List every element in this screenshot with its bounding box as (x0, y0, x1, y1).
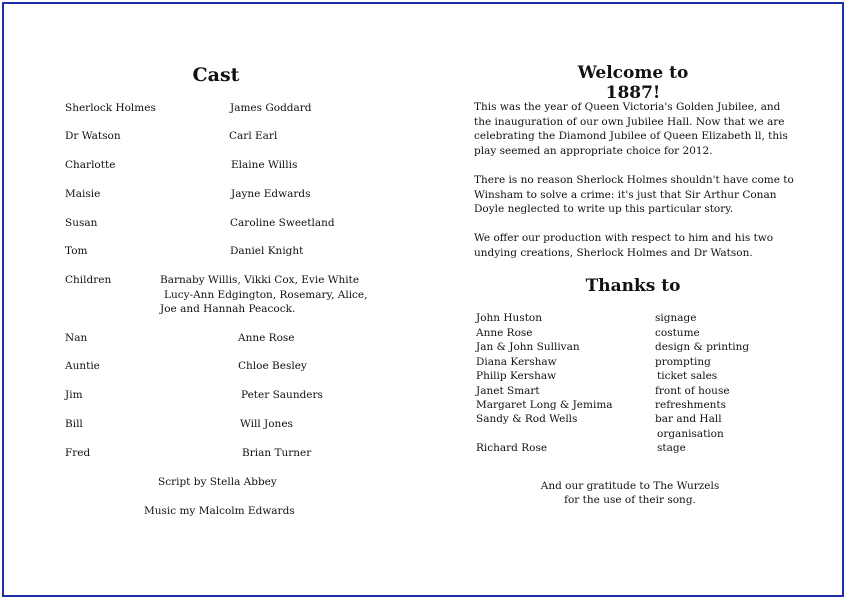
welcome-paragraph-3 (474, 231, 784, 260)
cast-actor: Chloe Besley (238, 360, 307, 372)
thanks-name: Margaret Long & Jemima (476, 399, 613, 411)
thanks-heading: Thanks to (585, 276, 681, 296)
cast-actor: Jayne Edwards (231, 188, 311, 200)
thanks-task: stage (657, 442, 686, 454)
children-names-line: Barnaby Willis, Vikki Cox, Evie White (160, 274, 360, 286)
paragraph-line: Doyle neglected to write up this particular story. (474, 203, 734, 215)
cast-actor: Anne Rose (238, 332, 295, 344)
thanks-name: John Huston (476, 312, 543, 324)
gratitude-line: And our gratitude to The Wurzels (540, 480, 720, 492)
thanks-name: Richard Rose (476, 442, 548, 454)
paragraph-line: Winsham to solve a crime: it's just that Sir Arthur Conan (474, 188, 777, 201)
cast-role: Susan (65, 217, 98, 229)
welcome-heading: Welcome to 1887! (577, 63, 689, 103)
cast-actor: Peter Saunders (241, 389, 323, 401)
thanks-task: bar and Hall (655, 413, 722, 425)
cast-role: Tom (65, 245, 88, 257)
thanks-task: design & printing (655, 341, 750, 353)
paragraph-line: undying creations, Sherlock Holmes and Dr Watson. (474, 246, 753, 259)
cast-role: Charlotte (65, 159, 116, 171)
cast-actor: Caroline Sweetland (230, 217, 335, 229)
paragraph-line: There is no reason Sherlock Holmes shouldn't have come to (474, 174, 794, 186)
thanks-task: prompting (655, 356, 711, 368)
cast-role-children: Children (65, 274, 112, 286)
thanks-name: Sandy & Rod Wells (476, 413, 578, 425)
thanks-task: costume (655, 327, 700, 339)
thanks-name: Janet Smart (476, 385, 540, 397)
thanks-task: ticket sales (657, 370, 718, 382)
cast-role: Fred (65, 447, 91, 459)
paragraph-line: This was the year of Queen Victoria's Golden Jubilee, and (474, 101, 781, 113)
paragraph-line: the inauguration of our own Jubilee Hall. Now that we are (474, 115, 785, 128)
cast-actor: Elaine Willis (231, 159, 298, 171)
cast-role: Auntie (65, 360, 100, 372)
thanks-task: signage (655, 312, 697, 324)
thanks-task: refreshments (655, 399, 727, 411)
cast-heading: Cast (192, 64, 240, 86)
music-credit: Music my Malcolm Edwards (144, 505, 295, 517)
cast-actor: Will Jones (240, 418, 293, 430)
thanks-name: Diana Kershaw (476, 356, 557, 368)
cast-actor: Brian Turner (242, 447, 312, 459)
thanks-task: front of house (655, 385, 730, 397)
children-names-line: Lucy-Ann Edgington, Rosemary, Alice, (164, 289, 368, 301)
paragraph-line: play seemed an appropriate choice for 2012. (474, 144, 713, 157)
children-names-line: Joe and Hannah Peacock. (160, 303, 296, 315)
paragraph-line: We offer our production with respect to him and his two (474, 232, 774, 244)
cast-role: Jim (65, 389, 83, 401)
welcome-paragraph-2 (474, 173, 794, 217)
thanks-name: Anne Rose (476, 327, 533, 339)
welcome-paragraph-1 (474, 100, 788, 158)
cast-actor: Daniel Knight (230, 245, 304, 257)
cast-role: Dr Watson (65, 130, 121, 142)
paragraph-line: celebrating the Diamond Jubilee of Queen Elizabeth ll, this (474, 130, 788, 142)
cast-role: Sherlock Holmes (65, 102, 156, 114)
cast-actor: Carl Earl (229, 130, 278, 142)
cast-role: Bill (65, 418, 83, 430)
thanks-task: organisation (657, 428, 724, 440)
thanks-name: Philip Kershaw (476, 370, 557, 382)
cast-role: Nan (65, 332, 88, 344)
cast-actor: James Goddard (230, 102, 312, 114)
script-credit: Script by Stella Abbey (158, 476, 277, 488)
gratitude-line: for the use of their song. (564, 494, 696, 506)
cast-role: Maisie (65, 188, 101, 200)
thanks-name: Jan & John Sullivan (476, 341, 580, 353)
